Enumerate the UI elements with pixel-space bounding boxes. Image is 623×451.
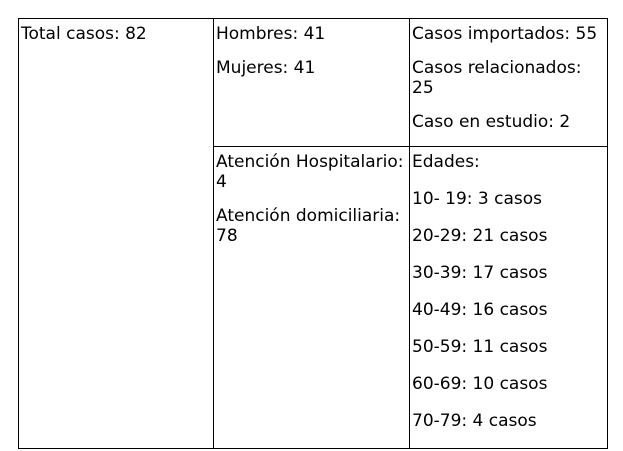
- imported-cases-text: Casos importados: 55: [412, 24, 598, 44]
- men-count-text: Hombres: 41: [216, 24, 326, 44]
- hospital-care-text: Atención Hospitalario: 4: [216, 152, 404, 192]
- age-group-20-29: 20-29: 21 casos: [412, 226, 548, 246]
- women-count-text: Mujeres: 41: [216, 58, 316, 78]
- age-group-50-59: 50-59: 11 casos: [412, 337, 548, 357]
- home-care-text: Atención domiciliaria: 78: [216, 206, 401, 246]
- cases-table: [18, 18, 608, 449]
- age-group-40-49: 40-49: 16 casos: [412, 300, 548, 320]
- related-cases-text: Casos relacionados: 25: [412, 58, 582, 98]
- age-group-70-79: 70-79: 4 casos: [412, 411, 537, 431]
- ages-cell: [410, 147, 608, 449]
- table-row: [19, 19, 608, 147]
- care-cell: [214, 147, 410, 449]
- total-cell: [19, 19, 214, 449]
- study-cases-text: Caso en estudio: 2: [412, 112, 571, 132]
- age-group-60-69: 60-69: 10 casos: [412, 374, 548, 394]
- gender-cell: [214, 19, 410, 147]
- age-group-10-19: 10- 19: 3 casos: [412, 189, 543, 209]
- age-group-30-39: 30-39: 17 casos: [412, 263, 548, 283]
- origin-cell: [410, 19, 608, 147]
- total-cases-text: Total casos: 82: [21, 24, 147, 44]
- ages-header: Edades:: [412, 152, 480, 172]
